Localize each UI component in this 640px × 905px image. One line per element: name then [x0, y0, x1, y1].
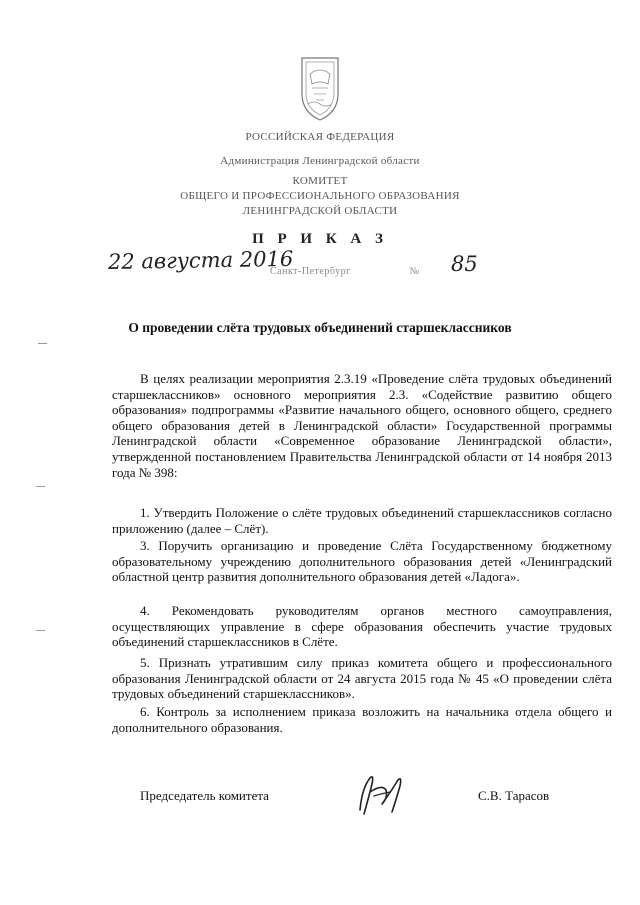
margin-mark: [38, 343, 47, 344]
order-subject: О проведении слёта трудовых объединений старшеклассников: [128, 320, 512, 335]
order-city: Санкт-Петербург: [270, 266, 351, 277]
handwritten-signature: [352, 770, 412, 818]
order-item-1: 1. Утвердить Положение о слёте трудовых объединений старшеклассников согласно приложению (далее – Слёт).: [112, 505, 612, 536]
order-city-line: [270, 266, 420, 277]
header-administration: Администрация Ленинградской области: [220, 155, 420, 167]
order-item-6: 6. Контроль за исполнением приказа возложить на начальника отдела общего и дополнительного образования.: [112, 704, 612, 735]
order-date-handwritten: 22 августа 2016: [107, 246, 294, 274]
signatory-name: С.В. Тарасов: [478, 788, 550, 803]
margin-mark: [36, 630, 45, 631]
order-number-handwritten: 85: [451, 252, 478, 276]
order-item-5: 5. Признать утратившим силу приказ комитета общего и профессионального образования Ленинградской области от 24 августа 2015 года № 45 «О проведении слёта трудовых объединений старшеклассников».: [112, 655, 612, 702]
order-number-sign: №: [409, 266, 420, 277]
header-committee-line-2: ОБЩЕГО И ПРОФЕССИОНАЛЬНОГО ОБРАЗОВАНИЯ: [180, 190, 460, 202]
header-country: РОССИЙСКАЯ ФЕДЕРАЦИЯ: [245, 131, 395, 143]
preamble-paragraph: В целях реализации мероприятия 2.3.19 «Проведение слёта трудовых объединений старшеклассников» основного мероприятия 2.3. «Содействие развитию общего образования» подпрограммы «Развитие начального общего, основного общего, среднего общего образования детей в Ленинградской области» Государственной программы Ленинградской области «Современное образование Ленинградской области», утвержденной постановлением Правительства Ленинградской области от 14 ноября 2013 года № 398:: [112, 371, 612, 480]
order-item-4: 4. Рекомендовать руководителям органов местного самоуправления, осуществляющих управление в сфере образования обеспечить участие трудовых объединений старшеклассников в Слёте.: [112, 603, 612, 650]
margin-mark: [36, 486, 45, 487]
coat-of-arms-emblem: [296, 54, 344, 122]
header-committee-line-1: КОМИТЕТ: [292, 175, 348, 187]
header-committee-line-3: ЛЕНИНГРАДСКОЙ ОБЛАСТИ: [242, 205, 398, 217]
order-title: П Р И К А З: [252, 231, 388, 247]
order-item-3: 3. Поручить организацию и проведение Слёта Государственному бюджетному образовательному учреждению дополнительного образования детей «Ленинградский областной центр развития дополнительного образования детей «Ладога».: [112, 538, 612, 585]
signatory-position: Председатель комитета: [140, 788, 269, 803]
